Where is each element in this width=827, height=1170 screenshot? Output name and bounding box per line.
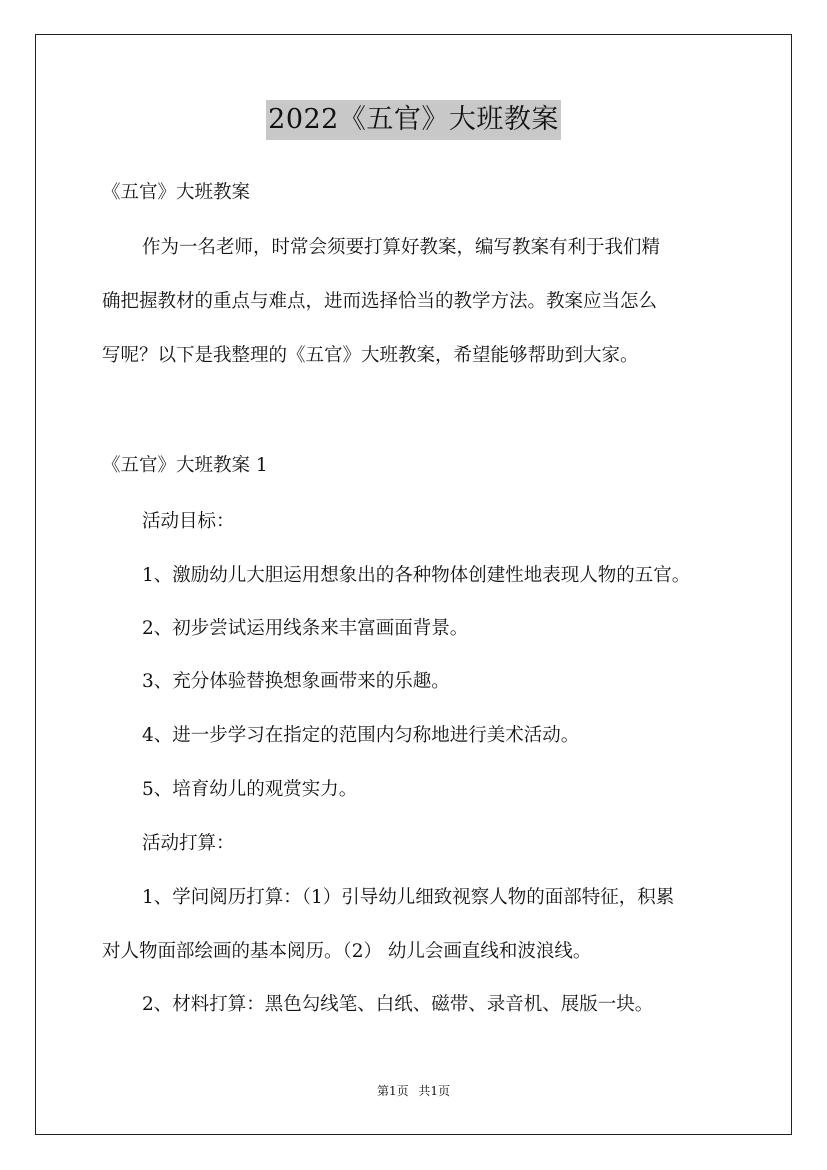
prep-item-2: 2、材料打算：黑色勾线笔、白纸、磁带、录音机、展版一块。 [142,994,654,1015]
goal-item-5: 5、培育幼儿的观赏实力。 [142,779,358,800]
goal-item-1: 1、激励幼儿大胆运用想象出的各种物体创建性地表现人物的五官。 [142,565,691,586]
goal-item-3: 3、充分体验替换想象画带来的乐趣。 [142,671,450,692]
page-footer [0,1083,827,1099]
goal-item-4: 4、进一步学习在指定的范围内匀称地进行美术活动。 [142,725,580,746]
page-number-current: 第1页 [376,1084,409,1098]
prep-item-1: 1、学问阅历打算：（1）引导幼儿细致视察人物的面部特征，积累 [142,887,675,908]
goal-item-2: 2、初步尝试运用线条来丰富画面背景。 [142,618,469,639]
prep-item-1-cont: 对人物面部绘画的基本阅历。（2） 幼儿会画直线和波浪线。 [102,941,592,962]
document-subtitle: 《五官》大班教案 [102,182,251,203]
title-wrap [0,100,827,140]
goals-label: 活动目标： [142,511,235,532]
section-heading: 《五官》大班教案 1 [102,455,268,476]
intro-line-2: 确把握教材的重点与难点，进而选择恰当的教学方法。教案应当怎么 [102,291,658,312]
document-title: 2022《五官》大班教案 [266,100,561,140]
page-number-total: 共1页 [418,1084,451,1098]
intro-line-3: 写呢？以下是我整理的《五官》大班教案，希望能够帮助到大家。 [102,345,639,366]
intro-line-1: 作为一名老师，时常会须要打算好教案，编写教案有利于我们精 [142,237,661,258]
prep-label: 活动打算： [142,833,235,854]
